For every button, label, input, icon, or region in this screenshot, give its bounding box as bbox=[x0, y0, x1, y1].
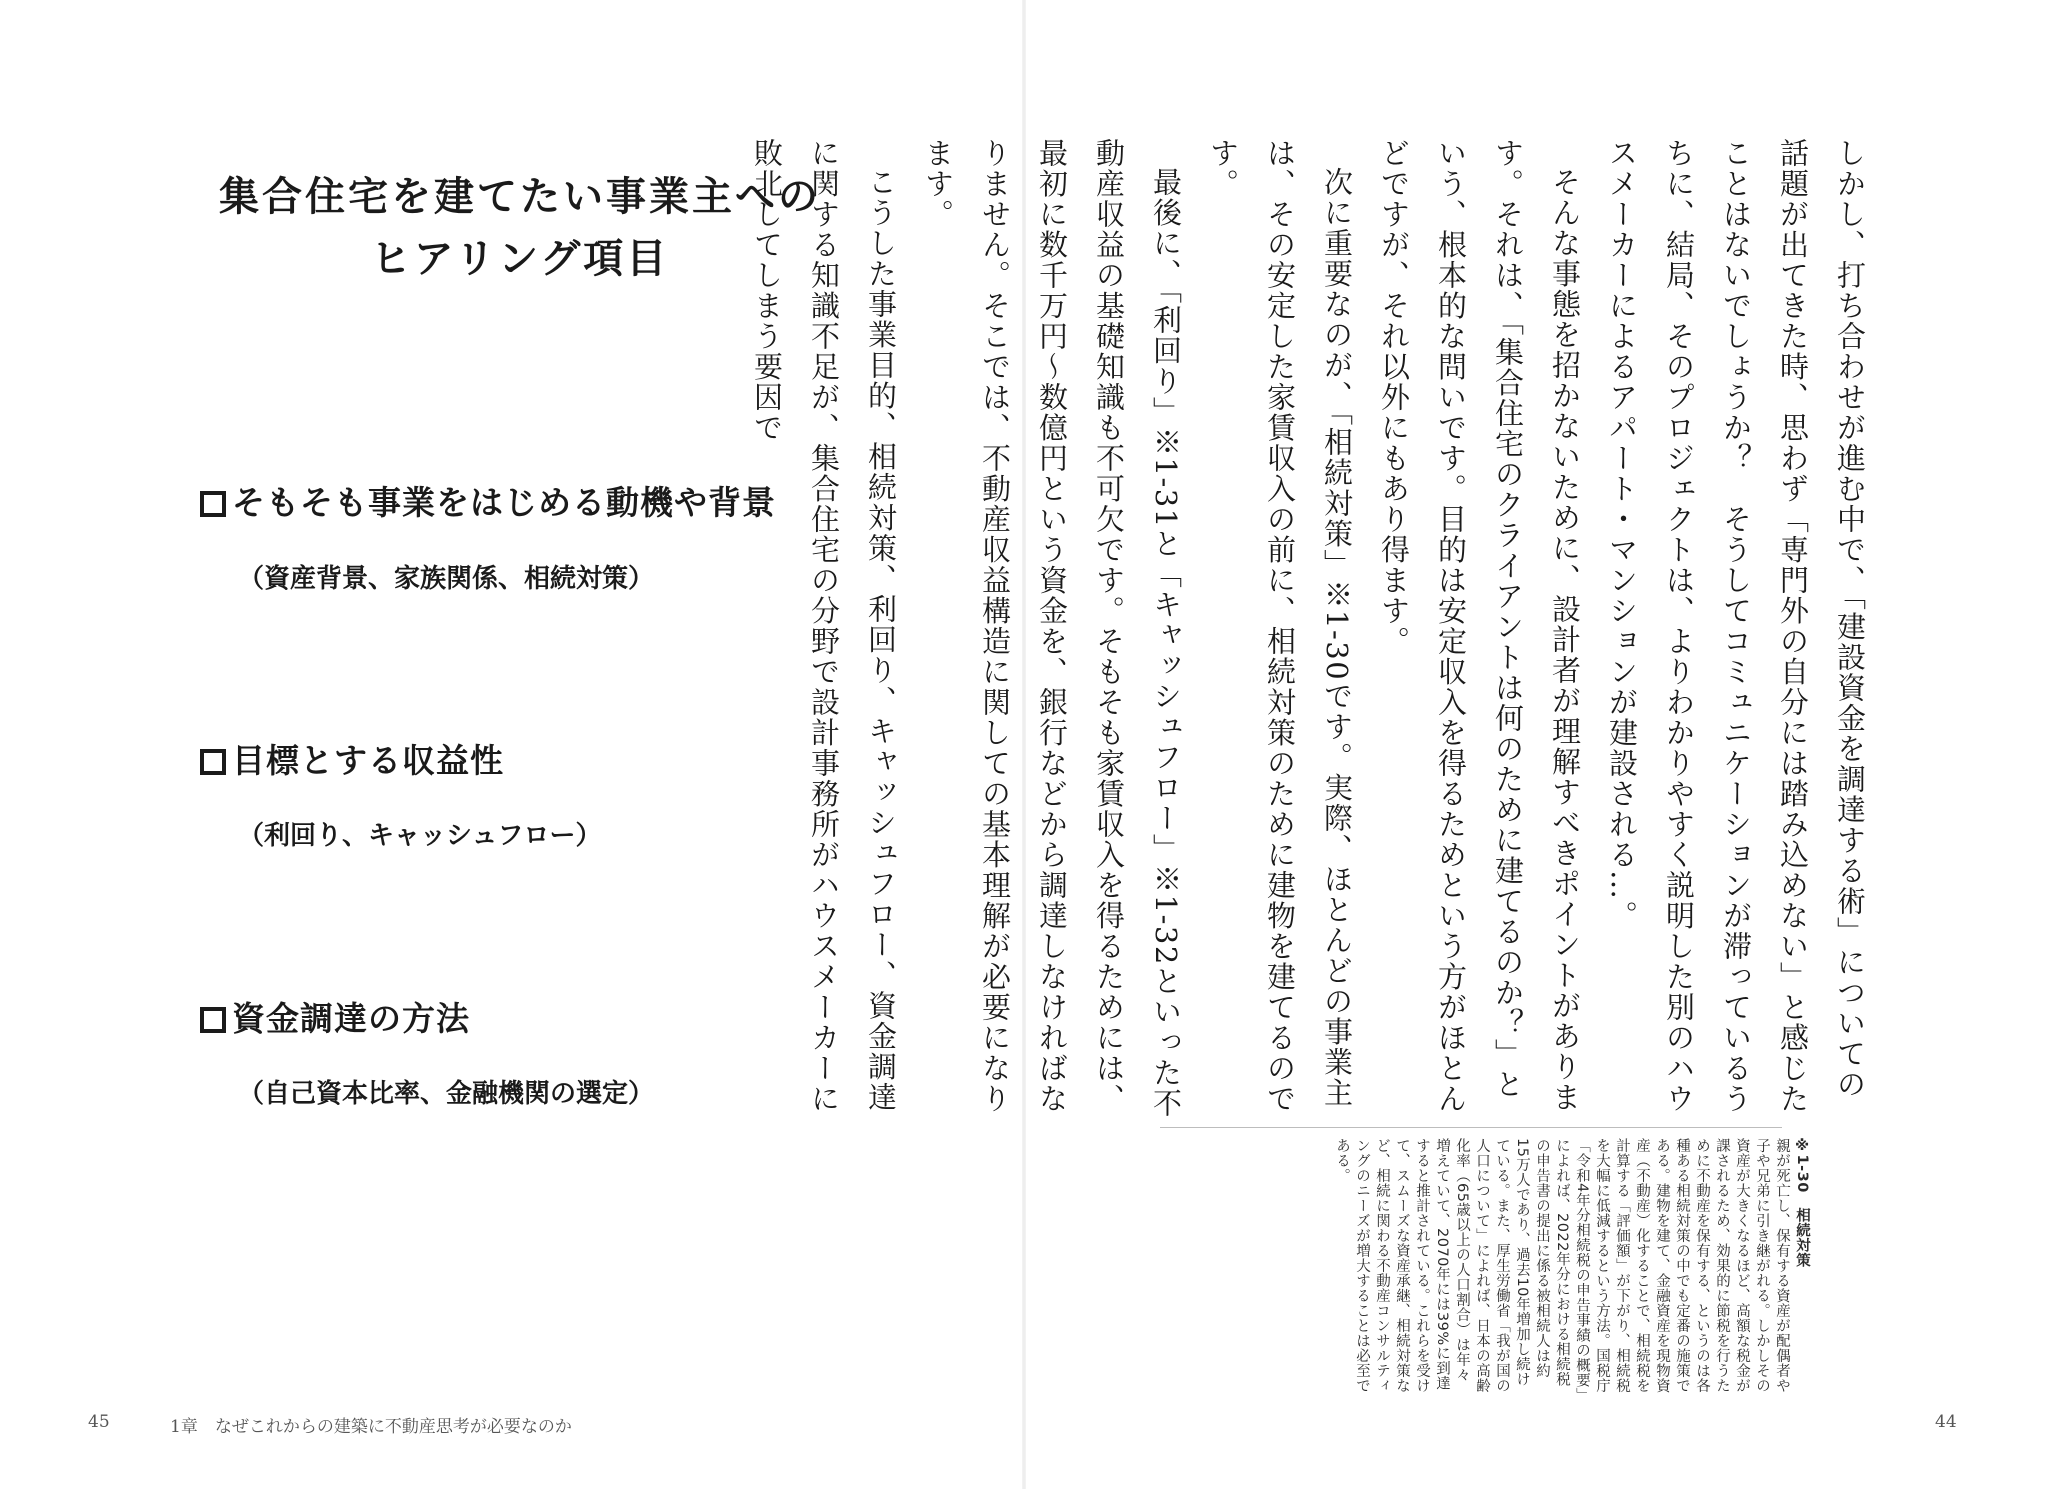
checklist-item-label: そもそも事業をはじめる動機や背景 bbox=[232, 483, 776, 522]
body-paragraph: しかし、打ち合わせが進む中で、「建設資金を調達する術」についての話題が出てきた時、思わず「専門外の自分には踏み込めない」と感じたことはないでしょうか？ そうしてコミュニケーションが滞っているうちに、結局、そのプロジェクトは、よりわかりやすく説明した別のハウスメーカーによるアパート・マンションが建設される…。 bbox=[1605, 138, 1867, 1114]
body-text bbox=[738, 138, 1878, 1128]
running-header: 1章 なぜこれからの建築に不動産思考が必要なのか bbox=[170, 1417, 572, 1437]
footnote bbox=[1332, 1138, 1812, 1396]
body-paragraph: そんな事態を招かないために、設計者が理解すべきポイントがあります。それは、「集合住宅のクライアントは何のために建てるのか？」という、根本的な問いです。目的は安定収入を得るためという方がほとんどですが、それ以外にもあり得ます。 bbox=[1377, 138, 1582, 1114]
checklist-item-detail: （利回り、キャッシュフロー） bbox=[238, 821, 602, 851]
page-number-right: 44 bbox=[1935, 1412, 1957, 1432]
checklist-item-detail: （資産背景、家族関係、相続対策） bbox=[238, 564, 655, 594]
page-number-left: 45 bbox=[88, 1412, 110, 1432]
body-paragraph: 最後に、「利回り」※1-31と「キャッシュフロー」※1-32といった不動産収益の基礎知識も不可欠です。そもそも家賃収入を得るためには、最初に数千万円〜数億円という資金を、銀行などから調達しなければなりません。そこでは、不動産収益構造に関しての基本理解が必要になります。 bbox=[921, 138, 1183, 1119]
checkbox-icon bbox=[200, 1007, 226, 1033]
checkbox-icon bbox=[200, 749, 226, 775]
page-title-line-2: ヒアリング項目 bbox=[370, 236, 670, 282]
checklist-item-label: 目標とする収益性 bbox=[232, 741, 504, 780]
checklist-item-profitability bbox=[200, 735, 504, 782]
checkbox-icon bbox=[200, 491, 226, 517]
body-paragraph: こうした事業目的、相続対策、利回り、キャッシュフロー、資金調達に関する知識不足が、集合住宅の分野で設計事務所がハウスメーカーに敗北してしまう要因で bbox=[750, 138, 898, 1114]
checklist-item-motivation bbox=[200, 477, 776, 524]
page-title-line-1: 集合住宅を建てたい事業主への bbox=[219, 174, 821, 220]
checklist-item-label: 資金調達の方法 bbox=[232, 999, 470, 1038]
footnote-title: ※1-30 相続対策 bbox=[1794, 1138, 1810, 1268]
checklist-item-financing bbox=[200, 993, 470, 1040]
footnote-text: 親が死亡し、保有する資産が配偶者や子や兄弟に引き継がれる。しかしその資産が大きくなるほど、高額な税金が課されるため、効果的に節税を行うために不動産を保有する、というのは各種ある相続対策の中でも定番の施策である。建物を建て、金融資産を現物資産（不動産）化することで、相続税を計算する「評価額」が下がり、相続税を大幅に低減するという方法。国税庁「令和4年分相続税の申告事績の概要」によれば、2022年分における相続税の申告書の提出に係る被相続人は約15万人であり、過去10年増加し続けている。また、厚生労働省「我が国の人口について」によれば、日本の高齢化率（65歳以上の人口割合）は年々増えていて、2070年には39%に到達すると推計されている。これらを受けて、スムーズな資産承継、相続対策など、相続に関わる不動産コンサルティングのニーズが増大することは必至である。 bbox=[1334, 1138, 1790, 1396]
body-paragraph: 次に重要なのが、「相続対策」※1-30です。実際、ほとんどの事業主は、その安定した家賃収入の前に、相続対策のために建物を建てるのです。 bbox=[1206, 138, 1354, 1114]
footnote-divider bbox=[1160, 1127, 1782, 1128]
checklist-item-detail: （自己資本比率、金融機関の選定） bbox=[238, 1079, 655, 1109]
